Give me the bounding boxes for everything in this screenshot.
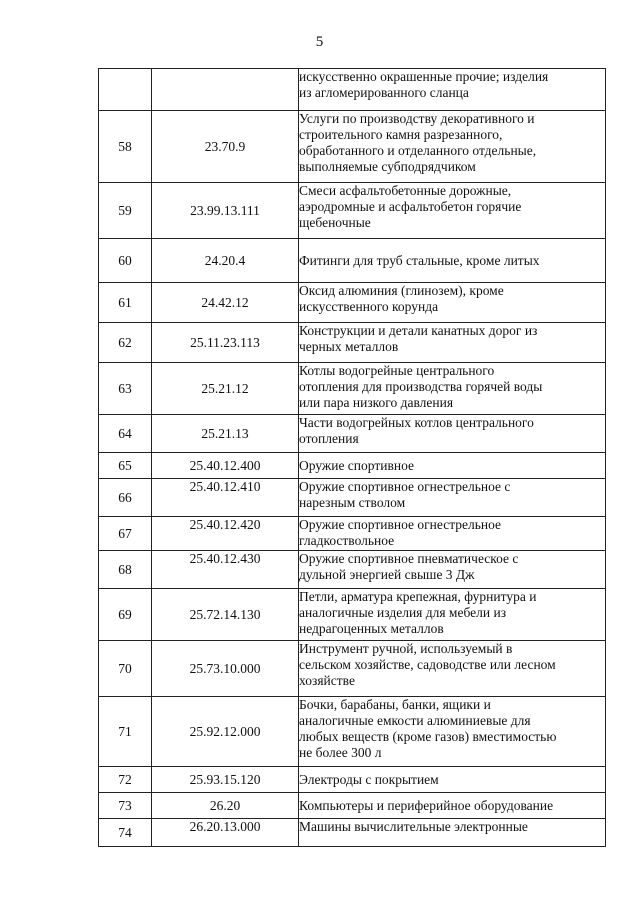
row-number: 61 (99, 283, 152, 323)
row-code: 23.99.13.111 (152, 183, 299, 239)
table-row (99, 363, 606, 415)
row-name-line: Оружие спортивное огнестрельное (299, 517, 502, 532)
row-name-line: Конструкции и детали канатных дорог из (299, 323, 538, 338)
row-number: 69 (99, 589, 152, 641)
row-code: 25.40.12.420 (152, 517, 299, 551)
row-code: 25.21.13 (152, 415, 299, 453)
row-number: 66 (99, 479, 152, 517)
row-name-line: аналогичные изделия для мебели из (299, 605, 507, 620)
row-code: 24.42.12 (152, 283, 299, 323)
row-name-line: Машины вычислительные электронные (299, 819, 528, 834)
row-name-line: строительного камня разрезанного, (299, 127, 503, 142)
row-name (299, 551, 606, 589)
row-name-line: сельском хозяйстве, садоводстве или лесном (299, 657, 556, 672)
row-number: 59 (99, 183, 152, 239)
row-name-line: Оружие спортивное (299, 457, 414, 473)
row-name-line: Инструмент ручной, используемый в (299, 641, 513, 656)
table-row (99, 589, 606, 641)
row-name-line: Оружие спортивное огнестрельное с (299, 479, 511, 494)
row-number: 67 (99, 517, 152, 551)
row-code: 23.70.9 (152, 111, 299, 183)
row-name-line: искусственного корунда (299, 299, 439, 314)
row-name-line: не более 300 л (299, 745, 382, 760)
table-row (99, 697, 606, 767)
row-name-line: Бочки, барабаны, банки, ящики и (299, 697, 491, 712)
row-code: 26.20.13.000 (152, 819, 299, 847)
table-row (99, 323, 606, 363)
row-name-line: дульной энергией свыше 3 Дж (299, 567, 475, 582)
row-name (299, 239, 606, 283)
table-row (99, 183, 606, 239)
row-name-line: Петли, арматура крепежная, фурнитура и (299, 589, 537, 604)
row-number: 68 (99, 551, 152, 589)
row-name (299, 283, 606, 323)
table-row (99, 69, 606, 111)
row-name-line: Смеси асфальтобетонные дорожные, (299, 183, 512, 198)
row-code (152, 69, 299, 111)
table-row (99, 517, 606, 551)
row-name (299, 69, 606, 111)
row-number: 58 (99, 111, 152, 183)
codes-table-body (99, 69, 606, 847)
table-row (99, 641, 606, 697)
row-number (99, 69, 152, 111)
page-number: 5 (315, 34, 324, 50)
row-number: 62 (99, 323, 152, 363)
codes-table (98, 68, 606, 847)
row-name (299, 415, 606, 453)
row-number: 74 (99, 819, 152, 847)
row-number: 70 (99, 641, 152, 697)
row-name-line: Части водогрейных котлов центрального (299, 415, 534, 430)
row-name-line: Компьютеры и периферийное оборудование (299, 797, 554, 813)
row-name (299, 183, 606, 239)
row-code: 25.72.14.130 (152, 589, 299, 641)
table-row (99, 551, 606, 589)
table-row (99, 415, 606, 453)
row-code: 25.93.15.120 (152, 767, 299, 793)
row-code: 25.92.12.000 (152, 697, 299, 767)
row-number: 73 (99, 793, 152, 819)
row-name-line: Оружие спортивное пневматическое с (299, 551, 519, 566)
row-name-line: отопления для производства горячей воды (299, 379, 543, 394)
row-number: 72 (99, 767, 152, 793)
row-name (299, 323, 606, 363)
table-row (99, 453, 606, 479)
row-name-line: отопления (299, 431, 359, 446)
row-name-line: нарезным стволом (299, 495, 406, 510)
row-code: 26.20 (152, 793, 299, 819)
row-name-line: черных металлов (299, 339, 399, 354)
row-number: 71 (99, 697, 152, 767)
row-number: 65 (99, 453, 152, 479)
row-name (299, 641, 606, 697)
table-row (99, 283, 606, 323)
row-name (299, 697, 606, 767)
row-name (299, 363, 606, 415)
row-name-line: Электроды с покрытием (299, 771, 439, 787)
row-name-line: Котлы водогрейные центрального (299, 363, 495, 378)
row-name-line: аэродромные и асфальтобетон горячие (299, 199, 522, 214)
row-name (299, 479, 606, 517)
row-code: 25.73.10.000 (152, 641, 299, 697)
row-number: 60 (99, 239, 152, 283)
row-name-line: искусственно окрашенные прочие; изделия (299, 69, 549, 84)
row-name-line: Фитинги для труб стальные, кроме литых (299, 252, 540, 268)
row-name-line: или пара низкого давления (299, 395, 454, 410)
row-name-line: обработанного и отделанного отдельные, (299, 143, 537, 158)
row-code: 25.40.12.400 (152, 453, 299, 479)
row-name (299, 111, 606, 183)
row-code: 25.21.12 (152, 363, 299, 415)
row-code: 25.11.23.113 (152, 323, 299, 363)
row-code: 25.40.12.430 (152, 551, 299, 589)
row-name-line: гладкоствольное (299, 533, 395, 548)
row-number: 63 (99, 363, 152, 415)
row-name-line: Услуги по производству декоративного и (299, 111, 535, 126)
row-name (299, 453, 606, 479)
row-number: 64 (99, 415, 152, 453)
row-name-line: щебеночные (299, 215, 371, 230)
row-name-line: выполняемые субподрядчиком (299, 159, 476, 174)
row-name-line: недрагоценных металлов (299, 621, 444, 636)
table-row (99, 767, 606, 793)
row-name-line: Оксид алюминия (глинозем), кроме (299, 283, 504, 298)
row-name-line: аналогичные емкости алюминиевые для (299, 713, 531, 728)
table-row (99, 111, 606, 183)
row-name-line: любых веществ (кроме газов) вместимостью (299, 729, 557, 744)
row-code: 24.20.4 (152, 239, 299, 283)
row-name-line: из агломерированного сланца (299, 85, 469, 100)
row-name (299, 819, 606, 847)
table-row (99, 793, 606, 819)
table-row (99, 479, 606, 517)
row-name-line: хозяйстве (299, 673, 355, 688)
row-name (299, 767, 606, 793)
table-row (99, 819, 606, 847)
row-name (299, 517, 606, 551)
table-row (99, 239, 606, 283)
row-name (299, 793, 606, 819)
row-code: 25.40.12.410 (152, 479, 299, 517)
row-name (299, 589, 606, 641)
